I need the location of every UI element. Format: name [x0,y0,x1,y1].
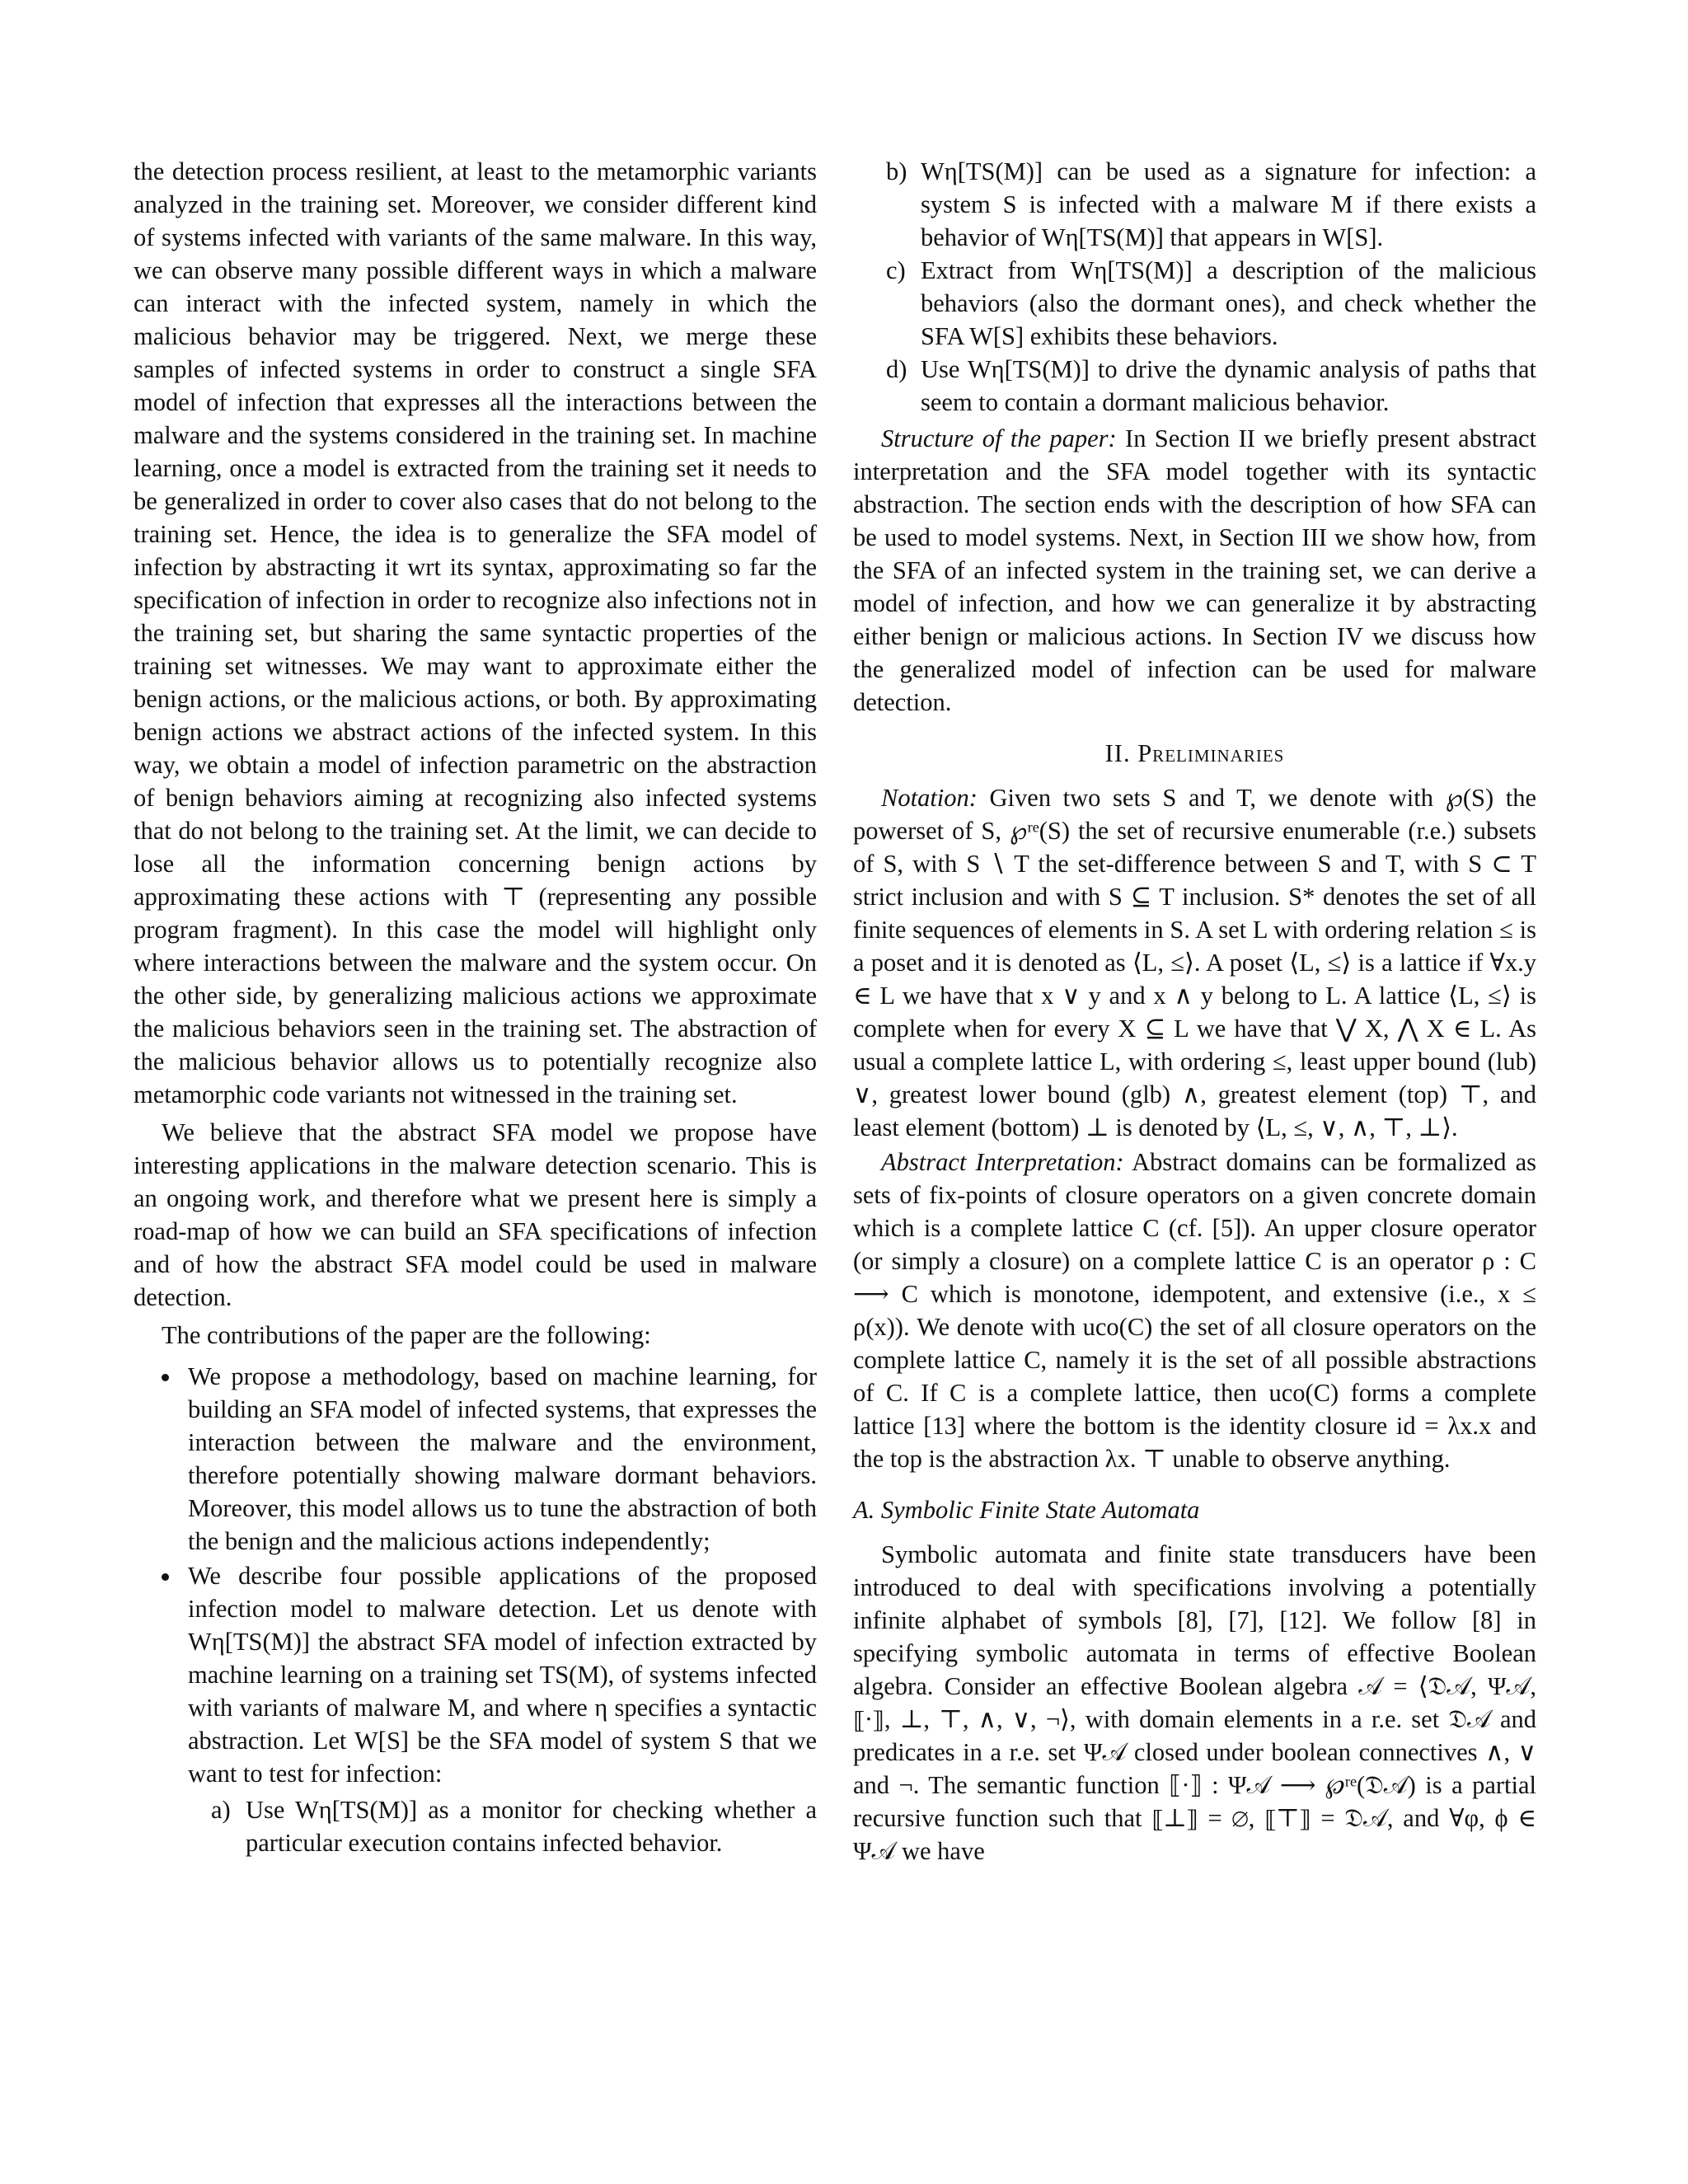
item-d-marker: d) [886,355,907,383]
applications-list-continued [853,155,1536,419]
absint-runin-heading: Abstract Interpretation: [881,1148,1124,1176]
paragraph-sfa: Symbolic automata and finite state transducers have been introduced to deal with specifications involving a potentially infinite alphabet of symbols [8], [7], [12]. We follow [8] in specifying symbolic automata in terms of effective Boolean algebra. Consider an effective Boolean algebra 𝒜 = ⟨𝔇𝒜, Ψ𝒜, ⟦·⟧, ⊥, ⊤, ∧, ∨, ¬⟩, with domain elements in a r.e. set 𝔇𝒜 and predicates in a r.e. set Ψ𝒜 closed under boolean connectives ∧, ∨ and ¬. The semantic function ⟦·⟧ : Ψ𝒜 ⟶ ℘ʳᵉ(𝔇𝒜) is a partial recursive function such that ⟦⊥⟧ = ∅, ⟦⊤⟧ = 𝔇𝒜, and ∀φ, ϕ ∈ Ψ𝒜 we have [853,1540,1536,1865]
item-c-text: Extract from Wη[TS(M)] a description of the malicious behaviors (also the dormant ones), and check whether the SFA W[S] exhibits these behaviors. [921,256,1536,350]
list-item [853,155,1536,254]
structure-text: In Section II we briefly present abstract interpretation and the SFA model together with its syntactic abstraction. The section ends with the description of how SFA can be used to model systems. Next, in Section III we show how, from the SFA of an infected system in the training set, we can derive a model of infection, and how we can generalize it by abstracting either benign or malicious actions. In Section IV we discuss how the generalized model of infection can be used for malware detection. [853,424,1537,716]
absint-text: Abstract domains can be formalized as sets of fix-points of closure operators on a given concrete domain which is a complete lattice C (cf. [5]). An upper closure operator (or simply a closure) on a complete lattice C is an operator ρ : C ⟶ C which is monotone, idempotent, and extensive (i.e., x ≤ ρ(x)). We denote with uco(C) the set of all closure operators on the complete lattice C, namely it is the set of all possible abstractions of C. If C is a complete lattice, then uco(C) forms a complete lattice [13] where the bottom is the identity closure id = λx.x and the top is the abstraction λx. ⊤ unable to observe anything. [853,1148,1536,1473]
bullet-icon [162,1573,169,1581]
list-item [134,1559,817,1859]
applications-list [188,1793,817,1859]
paragraph-structure [853,422,1536,719]
subsection-heading: A. Symbolic Finite State Automata [853,1496,1200,1524]
item-a-text: Use Wη[TS(M)] as a monitor for checking whether a particular execution contains infected behavior. [246,1796,817,1857]
item-c-marker: c) [886,256,906,284]
paragraph-road-map: We believe that the abstract SFA model we propose have interesting applications in the malware detection scenario. This is an ongoing work, and therefore what we present here is simply a road-map of how we can build an SFA specifications of infection and of how the abstract SFA model could be used in malware detection. [134,1118,817,1311]
structure-runin-heading: Structure of the paper: [881,424,1117,452]
item-d-text: Use Wη[TS(M)] to drive the dynamic analysis of paths that seem to contain a dormant malicious behavior. [921,355,1536,416]
contribution-2-text: We describe four possible applications of the proposed infection model to malware detection. Let us denote with Wη[TS(M)] the abstract SFA model of infection extracted by machine learning on a training set TS(M), of systems infected with variants of malware M, and where η specifies a syntactic abstraction. Let W[S] be the SFA model of system S that we want to test for infection: [188,1562,817,1788]
paragraph-contributions-lead: The contributions of the paper are the following: [162,1321,651,1349]
list-item [853,353,1536,419]
paragraph-abstract-interpretation [853,1146,1536,1475]
item-a-marker: a) [211,1796,231,1824]
right-column [853,155,1536,1868]
item-b-text: Wη[TS(M)] can be used as a signature for infection: a system S is infected with a malware M if there exists a behavior of Wη[TS(M)] that appears in W[S]. [921,157,1536,251]
section-number: II. [1104,739,1131,767]
list-item [853,254,1536,353]
left-column [134,155,817,1861]
paragraph-notation [853,781,1536,1144]
bullet-icon [162,1374,169,1381]
section-heading [853,737,1536,770]
contributions-list [134,1360,817,1859]
list-item [188,1793,817,1859]
list-item [134,1360,817,1558]
section-title: Preliminaries [1137,739,1285,767]
item-b-marker: b) [886,157,907,185]
notation-text: Given two sets S and T, we denote with ℘(S) the powerset of S, ℘ʳᵉ(S) the set of recursive enumerable (r.e.) subsets of S, with S ∖ T the set-difference between S and T, with S ⊂ T strict inclusion and with S ⊆ T inclusion. S* denotes the set of all finite sequences of elements in S. A set L with ordering relation ≤ is a poset and it is denoted as ⟨L, ≤⟩. A poset ⟨L, ≤⟩ is a lattice if ∀x.y ∈ L we have that x ∨ y and x ∧ y belong to L. A lattice ⟨L, ≤⟩ is complete when for every X ⊆ L we have that ⋁ X, ⋀ X ∈ L. As usual a complete lattice L, with ordering ≤, least upper bound (lub) ∨, greatest lower bound (glb) ∧, greatest element (top) ⊤, and least element (bottom) ⊥ is denoted by ⟨L, ≤, ∨, ∧, ⊤, ⊥⟩. [853,784,1536,1141]
paragraph-intro-continued: the detection process resilient, at least to the metamorphic variants analyzed in the training set. Moreover, we consider different kind of systems infected with variants of the same malware. In this way, we can observe many possible different ways in which a malware can interact with the infected system, namely in which the malicious behavior may be triggered. Next, we merge these samples of infected systems in order to construct a single SFA model of infection that expresses all the interactions between the malware and the systems considered in the training set. In machine learning, once a model is extracted from the training set it needs to be generalized in order to cover also cases that do not belong to the training set. Hence, the idea is to generalize the SFA model of infection by abstracting it wrt its syntax, approximating so far the specification of infection in order to recognize also infections not in the training set, but sharing the same syntactic properties of the training set witnesses. We may want to approximate either the benign actions, or the malicious actions, or both. By approximating benign actions we abstract actions of the infected system. In this way, we obtain a model of infection parametric on the abstraction of benign behaviors aiming at recognizing also infected systems that do not belong to the training set. At the limit, we can decide to lose all the information concerning benign actions by approximating these actions with ⊤ (representing any possible program fragment). In this case the model will highlight only where interactions between the malware and the system occur. On the other side, by generalizing malicious actions we approximate the malicious behaviors seen in the training set. The abstraction of the malicious behavior allows us to potentially recognize also metamorphic code variants not witnessed in the training set. [134,157,817,1108]
notation-runin-heading: Notation: [881,784,978,812]
contribution-1-text: We propose a methodology, based on machine learning, for building an SFA model of infected systems, that expresses the interaction between the malware and the environment, therefore potentially showing malware dormant behaviors. Moreover, this model allows us to tune the abstraction of both the benign and the malicious actions independently; [188,1362,817,1555]
